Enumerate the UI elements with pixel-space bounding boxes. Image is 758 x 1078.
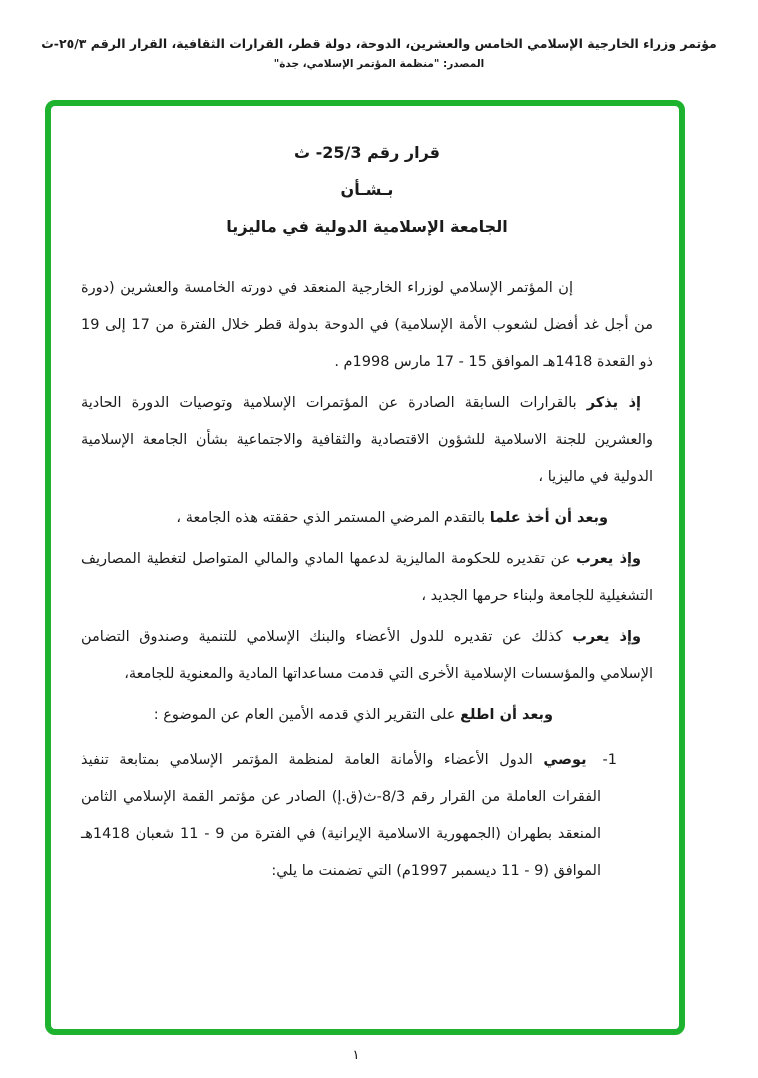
decision-number-title: قرار رقم 25/3- ث <box>293 143 441 162</box>
item-lead: يوصي <box>543 752 587 768</box>
paragraph-text: على التقرير الذي قدمه الأمين العام عن الموضوع : <box>153 707 461 723</box>
header-citation-line: مؤتمر وزراء الخارجية الإسلامي الخامس والعشرين، الدوحة، دولة قطر، القرارات الثقافية، القرار الرقم ٢٥/٣-ث <box>41 36 717 51</box>
paragraph-text: بالتقدم المرضي المستمر الذي حققته هذه الجامعة ، <box>176 510 490 526</box>
decision-subject: الجامعة الإسلامية الدولية في ماليزيا <box>226 217 508 236</box>
header-source-line: المصدر: "منظمة المؤتمر الإسلامي، جدة" <box>273 58 485 70</box>
decision-body-text <box>81 270 653 890</box>
appreciation-members-paragraph <box>81 619 653 693</box>
recalling-paragraph <box>81 385 653 496</box>
paragraph-lead: إذ يذكر <box>586 395 641 411</box>
item-number: 1- <box>602 752 617 768</box>
decision-title-block <box>81 142 653 238</box>
operative-item-1 <box>81 742 653 890</box>
item-text: الدول الأعضاء والأمانة العامة لمنظمة المؤتمر الإسلامي بمتابعة تنفيذ الفقرات العاملة من القرار رقم 8/3-ث(ق.إ) الصادر عن مؤتمر القمة الإسلامي الثامن المنعقد بطهران (الجمهورية الاسلامية الإيرانية) في الفترة من 9 - 11 شعبان 1418هـ الموافق (9 - 11 ديسمبر 1997م) التي تضمنت ما يلي: <box>81 752 601 879</box>
paragraph-text: عن تقديره للحكومة الماليزية لدعمها المادي والمالي المتواصل لتغطية المصاريف التشغيلية للجامعة ولبناء حرمها الجديد ، <box>81 551 653 604</box>
appreciation-malaysia-paragraph <box>81 541 653 615</box>
paragraph-text: كذلك عن تقديره للدول الأعضاء والبنك الإسلامي للتنمية وصندوق التضامن الإسلامي والمؤسسات الإسلامية الأخرى التي قدمت مساعداتها المادية والمعنوية للجامعة، <box>81 629 653 682</box>
preamble-paragraph <box>81 270 653 381</box>
paragraph-lead: وبعد أن أخذ علما <box>489 510 608 526</box>
taking-note-paragraph <box>81 500 653 537</box>
decision-content <box>51 106 679 890</box>
paragraph-lead: وبعد أن اطلع <box>460 707 553 723</box>
paragraph-text: إن المؤتمر الإسلامي لوزراء الخارجية المنعقد في دورته الخامسة والعشرين (دورة من أجل غد أفضل لشعوب الأمة الإسلامية) في الدوحة بدولة قطر خلال الفترة من 17 إلى 19 ذو القعدة 1418هـ الموافق 15 - 17 مارس 1998م . <box>81 280 653 370</box>
paragraph-lead: وإذ يعرب <box>572 629 641 645</box>
document-header <box>0 36 758 70</box>
paragraph-text: بالقرارات السابقة الصادرة عن المؤتمرات الإسلامية وتوصيات الدورة الحادية والعشرين للجنة الاسلامية للشؤون الاقتصادية والثقافية والاجتماعية بشأن الجامعة الإسلامية الدولية في ماليزيا ، <box>81 395 653 485</box>
page-number: ١ <box>352 1048 360 1063</box>
paragraph-lead: وإذ يعرب <box>576 551 641 567</box>
report-paragraph <box>81 697 653 734</box>
decision-frame <box>45 100 685 1035</box>
decision-regarding: بـشـأن <box>340 180 394 199</box>
